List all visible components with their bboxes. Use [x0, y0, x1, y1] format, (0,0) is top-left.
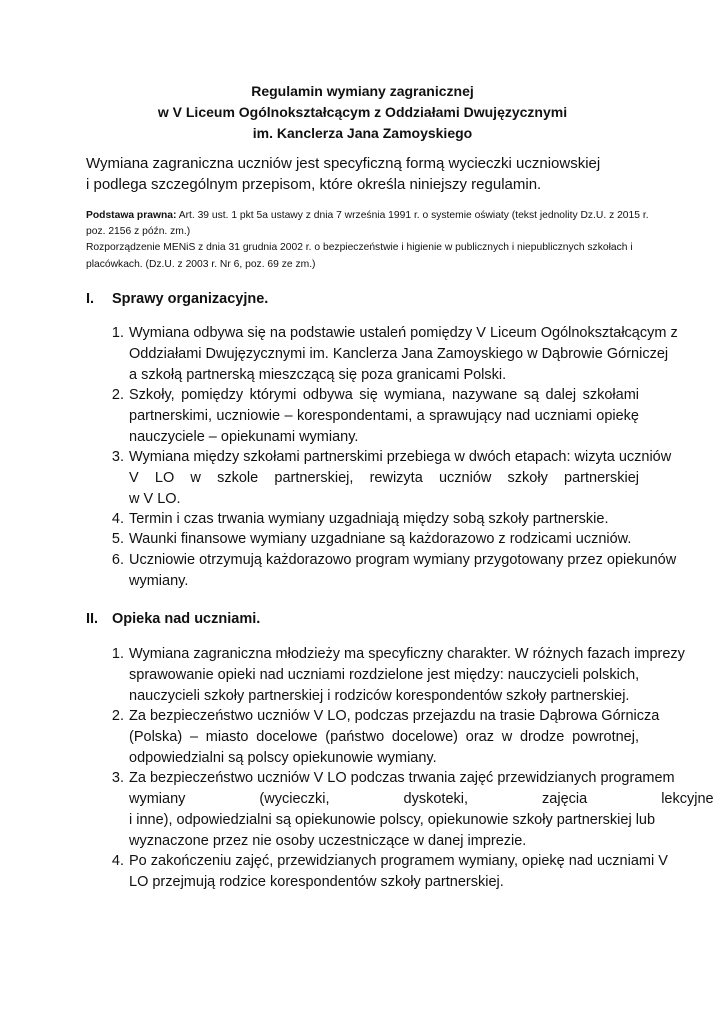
intro-line-1: Wymiana zagraniczna uczniów jest specyficzną formą wycieczki uczniowskiej — [86, 155, 601, 172]
section-1-item-5-number: 5. — [111, 531, 124, 547]
legal-basis-label: Podstawa prawna: — [86, 210, 177, 221]
section-2-item-3-line: wyznaczone przez nie osoby uczestniczące w danej imprezie. — [129, 833, 527, 849]
legal-basis-line-1 — [86, 210, 649, 221]
section-1-item-6-number: 6. — [111, 552, 124, 568]
section-1-title: Sprawy organizacyjne. — [112, 291, 269, 307]
section-2-number: II. — [86, 611, 99, 627]
section-1-item-3-line: w V LO. — [129, 491, 181, 507]
section-1-item-1-line: Wymiana odbywa się na podstawie ustaleń pomiędzy V Liceum Ogólnokształcącym z — [129, 325, 678, 341]
document-title-line-2: w V Liceum Ogólnokształcącym z Oddziałami Dwujęzycznymi — [157, 104, 568, 120]
section-1-item-5-line: Waunki finansowe wymiany uzgadniane są każdorazowo z rodzicami uczniów. — [129, 531, 632, 547]
section-1-item-2-line: partnerskimi, uczniowie – korespondentami, a sprawujący nad uczniami opiekę — [129, 408, 639, 424]
section-1-item-2-line: nauczyciele – opiekunami wymiany. — [129, 429, 359, 445]
section-2-item-4-number: 4. — [111, 853, 124, 869]
section-2-item-2-line: Za bezpieczeństwo uczniów V LO, podczas przejazdu na trasie Dąbrowa Górnicza — [129, 708, 660, 724]
section-1-item-6-line: wymiany. — [129, 573, 189, 589]
section-2-item-3-line: i inne), odpowiedzialni są opiekunowie polscy, opiekunowie szkoły partnerskiej lub — [129, 812, 656, 828]
section-2-item-1-line: sprawowanie opieki nad uczniami rozdzielone jest między: nauczycieli polskich, — [129, 667, 640, 683]
section-1-item-4-number: 4. — [111, 511, 124, 527]
section-1-item-6-line: Uczniowie otrzymują każdorazowo program wymiany przygotowany przez opiekunów — [129, 552, 677, 568]
intro-line-2: i podlega szczególnym przepisom, które określa niniejszy regulamin. — [86, 176, 542, 193]
section-2-title: Opieka nad uczniami. — [112, 611, 261, 627]
section-1-item-2-line: Szkoły, pomiędzy którymi odbywa się wymiana, nazywane są dalej szkołami — [129, 387, 639, 403]
section-2-item-2-line: (Polska) – miasto docelowe (państwo docelowe) oraz w drodze powrotnej, — [129, 729, 639, 745]
section-2-item-1-line: nauczycieli szkoły partnerskiej i rodziców korespondentów szkoły partnerskiej. — [129, 688, 630, 704]
document-title-line-3: im. Kanclerza Jana Zamoyskiego — [252, 125, 473, 141]
section-2-item-3-line: Za bezpieczeństwo uczniów V LO podczas trwania zajęć przewidzianych programem — [129, 770, 675, 786]
section-1-item-1-line: a szkołą partnerską mieszczącą się poza granicami Polski. — [129, 367, 507, 383]
section-1-item-4-line: Termin i czas trwania wymiany uzgadniają między sobą szkoły partnerskie. — [129, 511, 609, 527]
section-1-item-3-line: V LO w szkole partnerskiej, rewizyta uczniów szkoły partnerskiej — [129, 470, 639, 486]
section-2-item-3-number: 3. — [111, 770, 124, 786]
section-2-item-3-line: wymiany (wycieczki, dyskoteki, zajęcia lekcyjne — [129, 791, 714, 807]
legal-basis-text: Art. 39 ust. 1 pkt 5a ustawy z dnia 7 września 1991 r. o systemie oświaty (tekst jednolity Dz.U. z 2015 r. — [176, 210, 649, 221]
section-2-item-1-number: 1. — [111, 646, 124, 662]
section-1-item-3-number: 3. — [111, 449, 124, 465]
document-title-line-1: Regulamin wymiany zagranicznej — [251, 83, 474, 99]
section-1-item-1-number: 1. — [111, 325, 124, 341]
legal-basis-line-2: poz. 2156 z późn. zm.) — [86, 226, 191, 237]
section-2-item-4-line: Po zakończeniu zajęć, przewidzianych programem wymiany, opiekę nad uczniami V — [129, 853, 668, 869]
legal-basis-line-3: Rozporządzenie MENiS z dnia 31 grudnia 2002 r. o bezpieczeństwie i higienie w publicznych i niepublicznych szkołach i — [86, 242, 633, 253]
section-2-item-2-line: odpowiedzialni są polscy opiekunowie wymiany. — [129, 750, 437, 766]
section-2-item-2-number: 2. — [111, 708, 124, 724]
section-1-item-1-line: Oddziałami Dwujęzycznymi im. Kanclerza Jana Zamoyskiego w Dąbrowie Górniczej — [129, 346, 669, 362]
section-1-item-2-number: 2. — [111, 387, 124, 403]
section-1-number: I. — [86, 291, 95, 307]
legal-basis-line-4: placówkach. (Dz.U. z 2003 r. Nr 6, poz. 69 ze zm.) — [86, 259, 316, 270]
section-2-item-4-line: LO przejmują rodzice korespondentów szkoły partnerskiej. — [129, 874, 504, 890]
section-1-item-3-line: Wymiana między szkołami partnerskimi przebiega w dwóch etapach: wizyta uczniów — [129, 449, 672, 465]
section-2-item-1-line: Wymiana zagraniczna młodzieży ma specyficzny charakter. W różnych fazach imprezy — [129, 646, 685, 662]
